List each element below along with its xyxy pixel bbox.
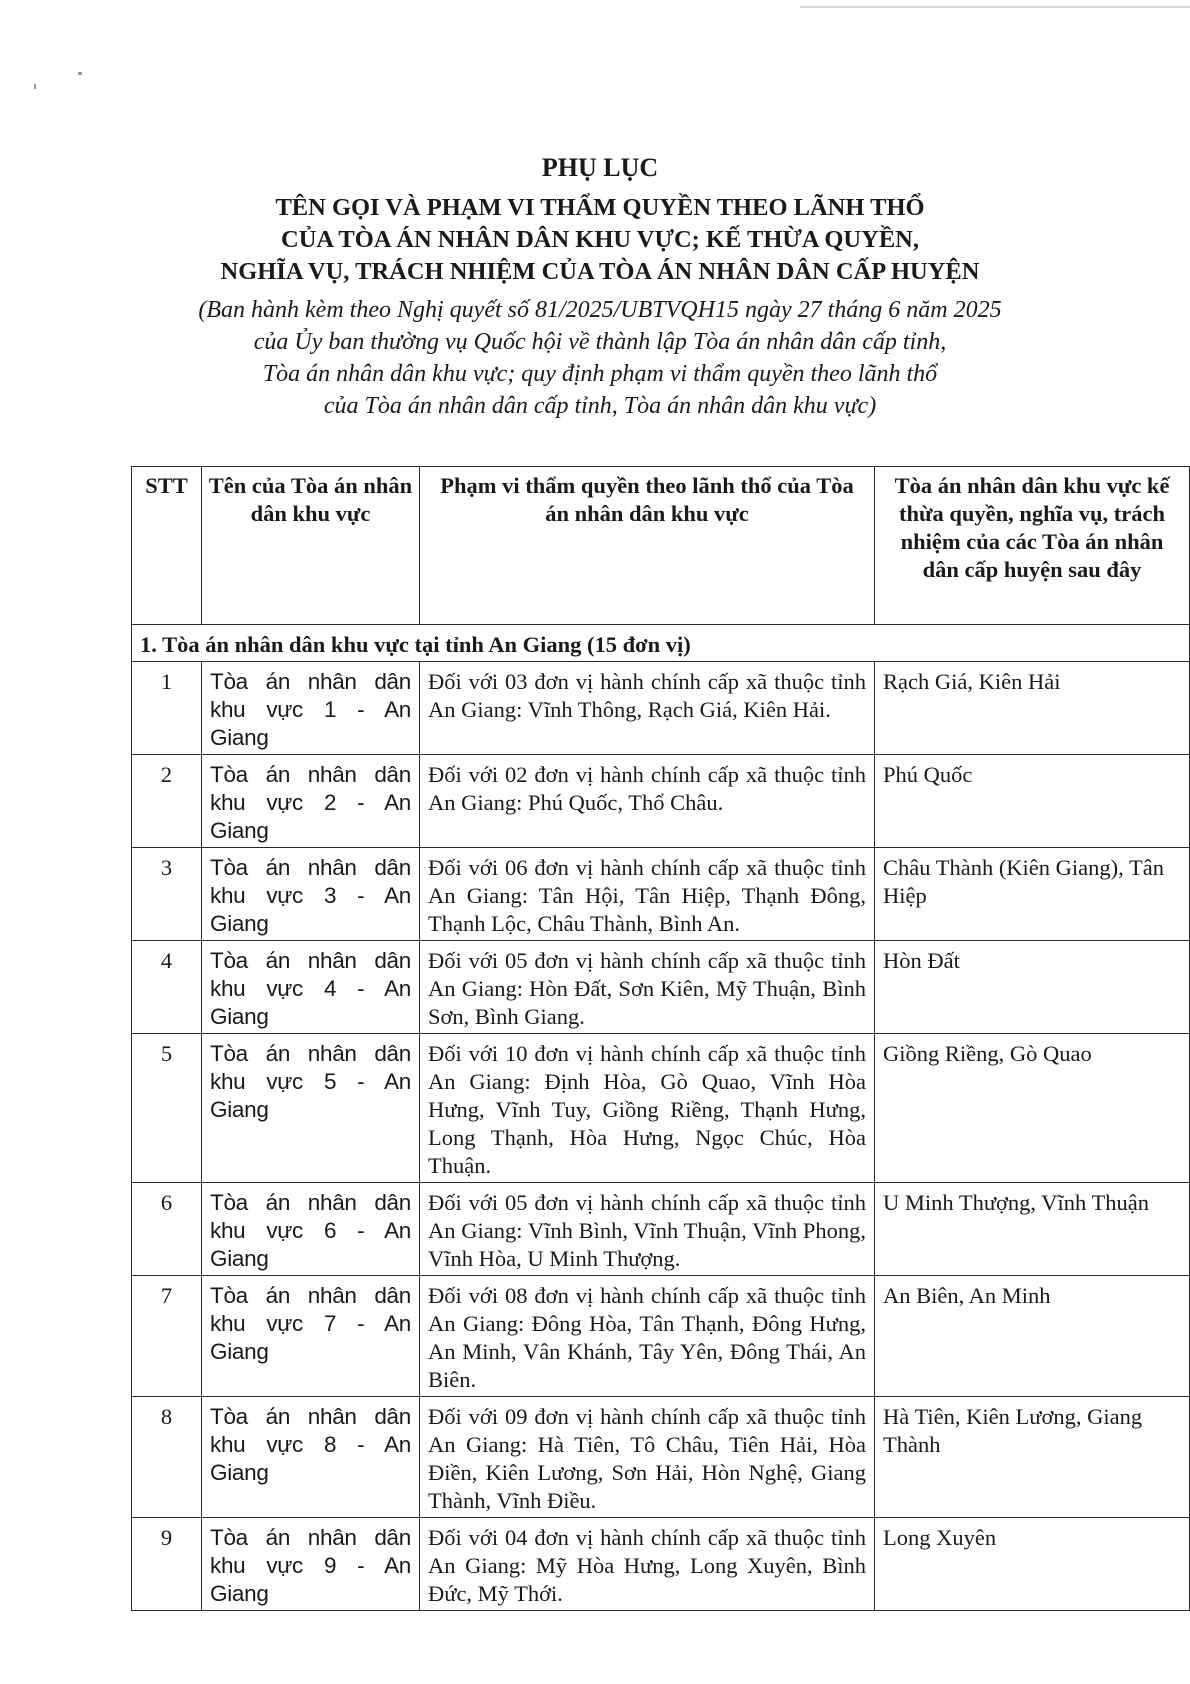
scan-speck <box>78 72 82 75</box>
cell-court: Tòa án nhân dân khu vực 3 - An Giang <box>202 848 420 941</box>
cell-inherits: Hà Tiên, Kiên Lương, Giang Thành <box>875 1397 1190 1518</box>
cell-scope: Đối với 06 đơn vị hành chính cấp xã thuộc tỉnh An Giang: Tân Hội, Tân Hiệp, Thạnh Đông, Thạnh Lộc, Châu Thành, Bình An. <box>420 848 875 941</box>
cell-court: Tòa án nhân dân khu vực 1 - An Giang <box>202 662 420 755</box>
cell-scope: Đối với 10 đơn vị hành chính cấp xã thuộc tỉnh An Giang: Định Hòa, Gò Quao, Vĩnh Hòa Hưng, Vĩnh Tuy, Giồng Riềng, Thạnh Hưng, Long Thạnh, Hòa Hưng, Ngọc Chúc, Hòa Thuận. <box>420 1034 875 1183</box>
cell-court: Tòa án nhân dân khu vực 5 - An Giang <box>202 1034 420 1183</box>
table-row <box>132 1183 1190 1276</box>
header-scope: Phạm vi thẩm quyền theo lãnh thổ của Tòa án nhân dân khu vực <box>420 467 875 625</box>
cell-court: Tòa án nhân dân khu vực 4 - An Giang <box>202 941 420 1034</box>
cell-court: Tòa án nhân dân khu vực 8 - An Giang <box>202 1397 420 1518</box>
scan-edge-line <box>800 6 1190 8</box>
cell-stt: 3 <box>132 848 202 941</box>
cell-inherits: Giồng Riềng, Gò Quao <box>875 1034 1190 1183</box>
table-row <box>132 1518 1190 1611</box>
table-row <box>132 1276 1190 1397</box>
cell-stt: 1 <box>132 662 202 755</box>
issuance-note-line: (Ban hành kèm theo Nghị quyết số 81/2025/UBTVQH15 ngày 27 tháng 6 năm 2025 <box>198 297 1002 323</box>
cell-court: Tòa án nhân dân khu vực 2 - An Giang <box>202 755 420 848</box>
cell-inherits: Châu Thành (Kiên Giang), Tân Hiệp <box>875 848 1190 941</box>
cell-stt: 6 <box>132 1183 202 1276</box>
cell-scope: Đối với 05 đơn vị hành chính cấp xã thuộc tỉnh An Giang: Hòn Đất, Sơn Kiên, Mỹ Thuận, Bình Sơn, Bình Giang. <box>420 941 875 1034</box>
cell-stt: 2 <box>132 755 202 848</box>
cell-court: Tòa án nhân dân khu vực 9 - An Giang <box>202 1518 420 1611</box>
cell-stt: 9 <box>132 1518 202 1611</box>
cell-court: Tòa án nhân dân khu vực 6 - An Giang <box>202 1183 420 1276</box>
table-row <box>132 755 1190 848</box>
cell-inherits: Phú Quốc <box>875 755 1190 848</box>
subtitle-line: CỦA TÒA ÁN NHÂN DÂN KHU VỰC; KẾ THỪA QUYỀN, <box>281 226 919 253</box>
issuance-note-line: của Tòa án nhân dân cấp tỉnh, Tòa án nhân dân khu vực) <box>323 393 877 419</box>
cell-scope: Đối với 02 đơn vị hành chính cấp xã thuộc tỉnh An Giang: Phú Quốc, Thổ Châu. <box>420 755 875 848</box>
header-inherits: Tòa án nhân dân khu vực kế thừa quyền, nghĩa vụ, trách nhiệm của các Tòa án nhân dân cấp huyện sau đây <box>875 467 1190 625</box>
cell-stt: 7 <box>132 1276 202 1397</box>
table-row <box>132 941 1190 1034</box>
issuance-note-line: Tòa án nhân dân khu vực; quy định phạm vi thẩm quyền theo lãnh thổ <box>262 361 938 387</box>
appendix-title: PHỤ LỤC <box>541 153 659 182</box>
table-row <box>132 848 1190 941</box>
header-stt: STT <box>132 467 202 625</box>
cell-inherits: U Minh Thượng, Vĩnh Thuận <box>875 1183 1190 1276</box>
table-header-row <box>132 467 1190 625</box>
subtitle-line: NGHĨA VỤ, TRÁCH NHIỆM CỦA TÒA ÁN NHÂN DÂN CẤP HUYỆN <box>220 258 980 285</box>
cell-scope: Đối với 09 đơn vị hành chính cấp xã thuộc tỉnh An Giang: Hà Tiên, Tô Châu, Tiên Hải, Hòa Điền, Kiên Lương, Sơn Hải, Hòn Nghệ, Giang Thành, Vĩnh Điều. <box>420 1397 875 1518</box>
cell-court: Tòa án nhân dân khu vực 7 - An Giang <box>202 1276 420 1397</box>
cell-scope: Đối với 08 đơn vị hành chính cấp xã thuộc tỉnh An Giang: Đông Hòa, Tân Thạnh, Đông Hưng, An Minh, Vân Khánh, Tây Yên, Đông Thái, An Biên. <box>420 1276 875 1397</box>
cell-scope: Đối với 04 đơn vị hành chính cấp xã thuộc tỉnh An Giang: Mỹ Hòa Hưng, Long Xuyên, Bình Đức, Mỹ Thới. <box>420 1518 875 1611</box>
cell-stt: 4 <box>132 941 202 1034</box>
table-row <box>132 1397 1190 1518</box>
cell-inherits: Long Xuyên <box>875 1518 1190 1611</box>
cell-inherits: Hòn Đất <box>875 941 1190 1034</box>
courts-table <box>131 466 1190 1611</box>
cell-stt: 8 <box>132 1397 202 1518</box>
table-row <box>132 1034 1190 1183</box>
subtitle-line: TÊN GỌI VÀ PHẠM VI THẨM QUYỀN THEO LÃNH THỔ <box>275 194 925 221</box>
cell-scope: Đối với 05 đơn vị hành chính cấp xã thuộc tỉnh An Giang: Vĩnh Bình, Vĩnh Thuận, Vĩnh Phong, Vĩnh Hòa, U Minh Thượng. <box>420 1183 875 1276</box>
scan-speck <box>34 84 36 89</box>
cell-stt: 5 <box>132 1034 202 1183</box>
group-title: 1. Tòa án nhân dân khu vực tại tỉnh An Giang (15 đơn vị) <box>132 625 1190 662</box>
group-row <box>132 625 1190 662</box>
cell-inherits: An Biên, An Minh <box>875 1276 1190 1397</box>
header-court-name: Tên của Tòa án nhân dân khu vực <box>202 467 420 625</box>
table-row <box>132 662 1190 755</box>
cell-inherits: Rạch Giá, Kiên Hải <box>875 662 1190 755</box>
issuance-note-line: của Ủy ban thường vụ Quốc hội về thành lập Tòa án nhân dân cấp tỉnh, <box>253 329 947 355</box>
cell-scope: Đối với 03 đơn vị hành chính cấp xã thuộc tỉnh An Giang: Vĩnh Thông, Rạch Giá, Kiên Hải. <box>420 662 875 755</box>
